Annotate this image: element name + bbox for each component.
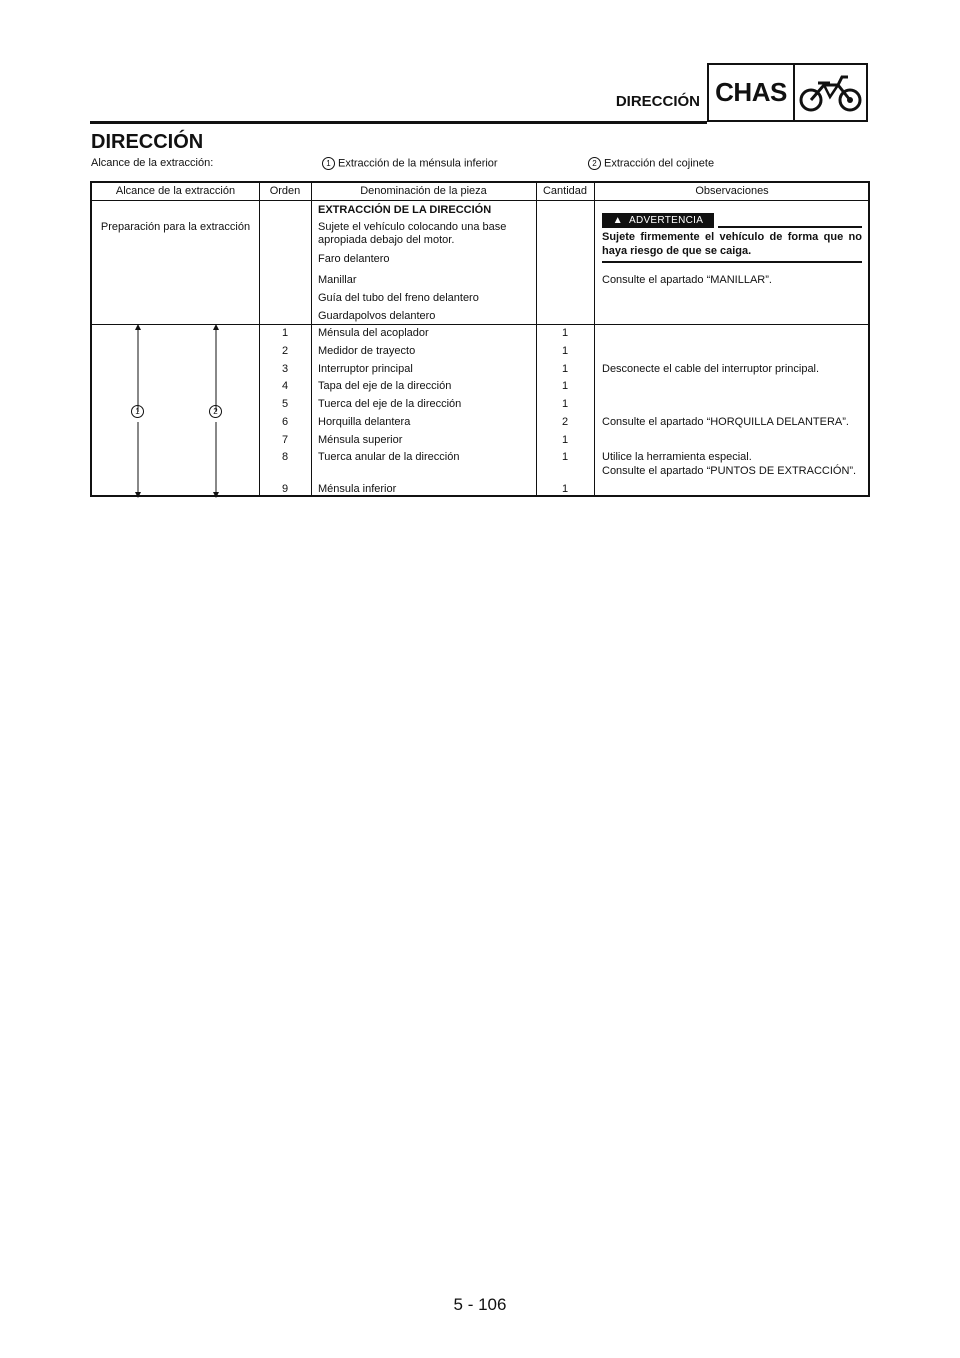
row-order: 7 bbox=[281, 434, 289, 446]
row-qty: 1 bbox=[561, 327, 569, 339]
page-number: 5 - 106 bbox=[453, 1295, 507, 1314]
scope-item-1 bbox=[322, 157, 498, 170]
row-order: 8 bbox=[281, 451, 289, 463]
prep-part-5: Guardapolvos delantero bbox=[318, 310, 436, 322]
section-header-title: DIRECCIÓN bbox=[615, 93, 700, 110]
scope-item-2 bbox=[588, 157, 714, 170]
row-qty: 1 bbox=[561, 363, 569, 375]
scope-item-2-text: Extracción del cojinete bbox=[604, 157, 715, 170]
warning-label bbox=[602, 213, 714, 228]
row-note-extra: Consulte el apartado “PUNTOS DE EXTRACCIÓN”. bbox=[602, 465, 857, 477]
chapter-badge-text: CHAS bbox=[709, 65, 795, 120]
row-part: Ménsula del acoplador bbox=[318, 327, 429, 339]
range-marker-1: 1 bbox=[131, 405, 144, 418]
row-note: Utilice la herramienta especial. bbox=[602, 451, 752, 463]
row-part: Ménsula inferior bbox=[318, 483, 397, 495]
header-divider bbox=[92, 200, 868, 201]
prep-part-4: Guía del tubo del freno delantero bbox=[318, 292, 479, 304]
range-marker-2: 2 bbox=[209, 405, 222, 418]
marker-2: 2 bbox=[588, 157, 601, 170]
row-note: Desconecte el cable del interruptor principal. bbox=[602, 363, 820, 375]
row-qty: 1 bbox=[561, 398, 569, 410]
row-part: Interruptor principal bbox=[318, 363, 413, 375]
disassembly-table bbox=[90, 181, 870, 497]
col-header-qty: Cantidad bbox=[542, 185, 588, 197]
scope-item-1-text: Extracción de la ménsula inferior bbox=[338, 157, 498, 170]
col-header-order: Orden bbox=[269, 185, 301, 197]
prep-scope: Preparación para la extracción bbox=[100, 221, 251, 233]
row-order: 1 bbox=[281, 327, 289, 339]
col-divider bbox=[311, 183, 312, 495]
row-part: Medidor de trayecto bbox=[318, 345, 416, 357]
motorcycle-icon bbox=[795, 65, 866, 120]
prep-part-2: Faro delantero bbox=[318, 253, 390, 265]
col-header-scope: Alcance de la extracción bbox=[115, 185, 236, 197]
prep-part-1: Sujete el vehículo colocando una base apropiada debajo del motor. bbox=[318, 221, 507, 246]
warning-rule-top bbox=[718, 226, 862, 228]
row-order: 9 bbox=[281, 483, 289, 495]
row-qty: 1 bbox=[561, 345, 569, 357]
col-header-notes: Observaciones bbox=[695, 185, 769, 197]
warning-label-text: ADVERTENCIA bbox=[628, 215, 704, 226]
row-order: 6 bbox=[281, 416, 289, 428]
page-title: DIRECCIÓN bbox=[91, 131, 204, 153]
row-note: Consulte el apartado “HORQUILLA DELANTERA”. bbox=[602, 416, 849, 428]
row-part: Horquilla delantera bbox=[318, 416, 411, 428]
row-qty: 2 bbox=[561, 416, 569, 428]
chapter-badge bbox=[707, 63, 868, 122]
range-arrows bbox=[92, 324, 259, 498]
prep-part-3: Manillar bbox=[318, 274, 357, 286]
col-divider bbox=[594, 183, 595, 495]
row-qty: 1 bbox=[561, 434, 569, 446]
row-order: 4 bbox=[281, 380, 289, 392]
row-part: Tapa del eje de la dirección bbox=[318, 380, 452, 392]
marker-1: 1 bbox=[322, 157, 335, 170]
warning-rule-bottom bbox=[602, 261, 862, 263]
row-part: Tuerca anular de la dirección bbox=[318, 451, 460, 463]
row-order: 2 bbox=[281, 345, 289, 357]
warning-text: Sujete firmemente el vehículo de forma que no haya riesgo de que se caiga. bbox=[602, 231, 862, 257]
row-part: Ménsula superior bbox=[318, 434, 403, 446]
header-rule bbox=[90, 121, 707, 124]
note-manillar: Consulte el apartado “MANILLAR”. bbox=[602, 274, 772, 286]
row-order: 5 bbox=[281, 398, 289, 410]
warning-icon: ▲ bbox=[612, 215, 623, 226]
row-qty: 1 bbox=[561, 483, 569, 495]
row-part: Tuerca del eje de la dirección bbox=[318, 398, 462, 410]
row-qty: 1 bbox=[561, 451, 569, 463]
prep-title: EXTRACCIÓN DE LA DIRECCIÓN bbox=[318, 204, 492, 216]
col-header-part: Denominación de la pieza bbox=[360, 185, 487, 197]
scope-label: Alcance de la extracción: bbox=[91, 157, 214, 169]
row-order: 3 bbox=[281, 363, 289, 375]
row-qty: 1 bbox=[561, 380, 569, 392]
